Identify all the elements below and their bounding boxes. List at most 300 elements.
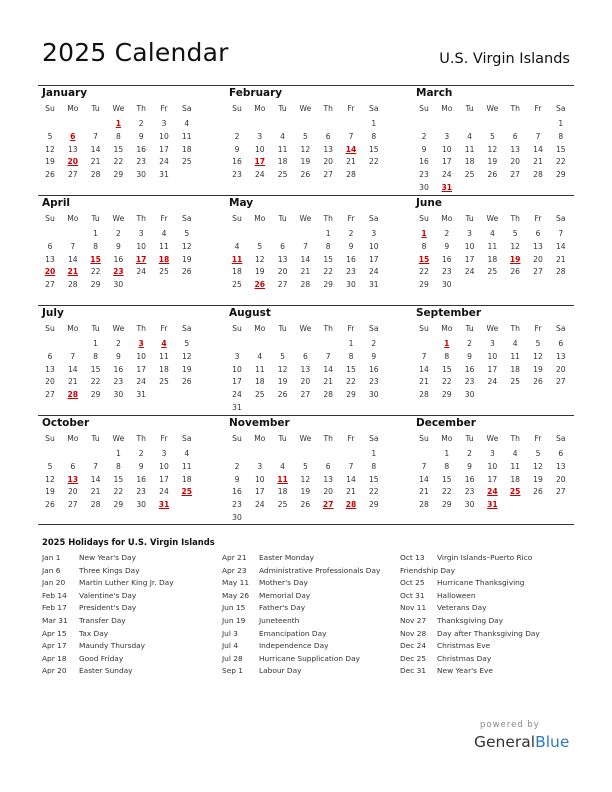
holiday-date: Dec 25	[400, 653, 427, 663]
weekday-label: Fr	[347, 434, 355, 443]
day-cell: 16	[346, 254, 356, 264]
day-cell: 15	[368, 474, 379, 484]
holiday-name: President's Day	[79, 603, 137, 613]
day-cell: 8	[444, 461, 450, 471]
day-cell: 17	[441, 157, 452, 167]
weekday-label: Fr	[160, 214, 168, 223]
day-cell: 1	[93, 339, 99, 348]
month-name: June	[416, 197, 442, 209]
holiday-date: Nov 11	[400, 603, 427, 613]
day-cell: 21	[346, 157, 356, 167]
month-name: August	[229, 307, 271, 319]
holiday-date: May 26	[222, 590, 250, 600]
holiday-name: Hurricane Supplication Day	[259, 653, 360, 663]
holiday-name: Virgin Islands–Puerto Rico	[437, 553, 533, 562]
powered-by: powered by	[480, 720, 540, 730]
holiday-date: Apr 20	[42, 666, 67, 676]
day-cell: 30	[368, 390, 379, 400]
weekday-label: Th	[323, 104, 333, 113]
day-cell: 20	[323, 157, 334, 167]
day-cell: 20	[555, 364, 566, 374]
holiday-day-cell: 17	[254, 157, 266, 167]
day-cell: 13	[533, 241, 543, 251]
weekday-label: Th	[136, 104, 146, 113]
weekday-label: Tu	[465, 104, 474, 113]
day-cell: 4	[280, 461, 286, 471]
day-cell: 14	[346, 474, 356, 484]
holiday-row	[400, 566, 575, 579]
day-cell: 7	[348, 131, 354, 141]
day-cell: 3	[161, 449, 167, 458]
holiday-row	[222, 566, 397, 579]
holiday-date: Sep 1	[222, 666, 243, 676]
weekday-label: Su	[45, 434, 55, 443]
day-cell: 5	[535, 449, 541, 458]
day-cell: 30	[113, 280, 124, 290]
day-cell: 2	[234, 131, 240, 141]
day-cell: 10	[159, 461, 169, 471]
holiday-day-cell: 26	[254, 280, 266, 290]
day-cell: 4	[512, 339, 518, 348]
weekday-label: Mo	[441, 104, 453, 113]
day-cell: 19	[533, 474, 543, 484]
day-cell: 6	[558, 449, 564, 458]
holiday-day-cell: 20	[44, 267, 56, 277]
day-cell: 7	[421, 461, 427, 471]
weekday-label: Mo	[254, 434, 266, 443]
day-cell: 23	[113, 377, 124, 387]
day-cell: 14	[90, 474, 101, 484]
day-cell: 12	[45, 144, 55, 154]
holiday-day-cell: 15	[418, 254, 430, 264]
day-cell: 18	[510, 474, 521, 484]
day-cell: 24	[254, 500, 265, 510]
day-cell: 11	[159, 241, 169, 251]
day-cell: 29	[419, 280, 429, 290]
day-cell: 18	[487, 254, 498, 264]
holiday-day-cell: 24	[487, 487, 498, 497]
holiday-name: Mother's Day	[259, 578, 308, 588]
weekday-label: Sa	[182, 214, 192, 223]
holiday-day-cell: 4	[161, 339, 167, 348]
day-cell: 14	[90, 144, 101, 154]
day-cell: 10	[136, 351, 147, 361]
day-cell: 4	[184, 119, 190, 128]
day-cell: 9	[348, 241, 354, 251]
day-cell: 27	[555, 487, 566, 497]
day-cell: 25	[159, 267, 169, 277]
day-cell: 4	[184, 449, 190, 458]
day-cell: 20	[277, 267, 288, 277]
holiday-day-cell: 31	[487, 500, 498, 510]
day-cell: 2	[421, 131, 427, 141]
day-cell: 5	[47, 461, 53, 471]
day-cell: 19	[487, 157, 498, 167]
holiday-day-cell: 18	[158, 254, 170, 264]
weekday-label: Su	[232, 434, 242, 443]
day-cell: 10	[159, 131, 169, 141]
day-cell: 30	[441, 280, 452, 290]
weekday-label: Su	[419, 324, 429, 333]
day-cell: 6	[47, 241, 53, 251]
day-cell: 24	[368, 267, 379, 277]
day-cell: 16	[113, 254, 124, 264]
day-cell: 30	[346, 280, 356, 290]
region-name: U.S. Virgin Islands	[439, 51, 570, 67]
weekday-label: Tu	[91, 214, 100, 223]
holiday-date: Apr 23	[222, 565, 247, 575]
day-cell: 7	[348, 461, 354, 471]
day-cell: 24	[487, 377, 498, 387]
day-cell: 19	[45, 487, 55, 497]
weekday-label: We	[112, 214, 125, 223]
day-cell: 4	[161, 229, 167, 238]
day-cell: 20	[323, 487, 334, 497]
weekday-label: Su	[232, 214, 242, 223]
weekday-label: Mo	[67, 214, 79, 223]
day-cell: 16	[136, 474, 147, 484]
day-cell: 16	[136, 144, 147, 154]
day-cell: 30	[419, 183, 429, 192]
holiday-date: Jul 3	[222, 628, 238, 638]
holiday-row	[400, 553, 575, 566]
holiday-name: Juneteenth	[259, 615, 300, 625]
day-cell: 29	[113, 170, 124, 180]
day-cell: 6	[325, 131, 331, 141]
day-cell: 2	[138, 449, 144, 458]
holiday-day-cell: 1	[421, 229, 427, 238]
day-cell: 26	[487, 170, 498, 180]
day-cell: 5	[535, 339, 541, 348]
day-cell: 18	[181, 144, 192, 154]
day-cell: 30	[232, 513, 242, 522]
weekday-label: Fr	[160, 104, 168, 113]
day-cell: 23	[368, 377, 379, 387]
holiday-name: Easter Monday	[259, 553, 315, 562]
day-cell: 6	[558, 339, 564, 348]
holiday-day-cell: 25	[509, 487, 521, 497]
holiday-name: Labour Day	[259, 666, 302, 676]
day-cell: 26	[300, 170, 311, 180]
day-cell: 22	[441, 377, 452, 387]
day-cell: 23	[136, 487, 147, 497]
day-cell: 10	[254, 474, 265, 484]
weekday-label: Fr	[347, 324, 355, 333]
day-cell: 2	[444, 229, 450, 238]
day-cell: 10	[232, 364, 242, 374]
holiday-name: Father's Day	[259, 603, 306, 613]
holiday-date: Mar 31	[42, 615, 68, 625]
day-cell: 25	[464, 170, 475, 180]
weekday-label: Fr	[160, 324, 168, 333]
day-cell: 26	[45, 170, 55, 180]
page-title: 2025 Calendar	[42, 38, 229, 67]
weekday-label: Fr	[347, 104, 355, 113]
day-cell: 25	[181, 157, 192, 167]
day-cell: 25	[159, 377, 169, 387]
day-cell: 26	[510, 267, 521, 277]
day-cell: 17	[232, 377, 242, 387]
day-cell: 3	[138, 229, 144, 238]
holiday-name: Good Friday	[79, 653, 124, 663]
day-cell: 5	[47, 131, 53, 141]
day-cell: 17	[368, 254, 379, 264]
day-cell: 1	[93, 229, 99, 238]
holiday-row	[42, 603, 217, 616]
day-cell: 14	[300, 254, 311, 264]
holiday-row	[222, 629, 397, 642]
holiday-day-cell: 25	[181, 487, 193, 497]
day-cell: 19	[277, 377, 288, 387]
day-cell: 2	[138, 119, 144, 128]
day-cell: 26	[181, 267, 192, 277]
holiday-row	[42, 616, 217, 629]
month-name: October	[42, 417, 90, 429]
day-cell: 5	[489, 131, 495, 141]
day-cell: 3	[257, 131, 263, 141]
day-cell: 22	[113, 487, 124, 497]
day-cell: 14	[533, 144, 543, 154]
holiday-column	[400, 553, 575, 679]
day-cell: 19	[300, 157, 311, 167]
weekday-label: Su	[45, 324, 55, 333]
holiday-date: Apr 17	[42, 641, 67, 651]
holiday-date: Feb 14	[42, 590, 67, 600]
day-cell: 15	[113, 144, 124, 154]
weekday-label: We	[299, 434, 312, 443]
day-cell: 12	[533, 351, 543, 361]
holiday-name: Tax Day	[79, 628, 109, 638]
day-cell: 5	[257, 241, 263, 251]
weekday-label: We	[299, 214, 312, 223]
holiday-day-cell: 13	[67, 474, 79, 484]
holiday-date: Feb 17	[42, 603, 67, 613]
holiday-row	[42, 629, 217, 642]
day-cell: 11	[464, 144, 475, 154]
holiday-date: Jul 28	[222, 653, 243, 663]
day-cell: 29	[368, 500, 379, 510]
day-cell: 1	[558, 119, 564, 128]
day-cell: 10	[487, 461, 498, 471]
day-cell: 20	[533, 254, 543, 264]
day-cell: 5	[302, 131, 308, 141]
weekday-label: We	[486, 324, 499, 333]
weekday-label: We	[486, 434, 499, 443]
day-cell: 16	[368, 364, 379, 374]
day-cell: 31	[368, 280, 379, 290]
day-cell: 11	[254, 364, 265, 374]
day-cell: 9	[138, 461, 144, 471]
day-cell: 14	[67, 364, 78, 374]
weekday-label: Mo	[254, 214, 266, 223]
day-cell: 29	[113, 500, 124, 510]
weekday-label: We	[299, 324, 312, 333]
holiday-row	[222, 591, 397, 604]
day-cell: 15	[368, 144, 379, 154]
holiday-column	[42, 553, 217, 679]
weekday-label: Sa	[369, 104, 379, 113]
day-cell: 31	[232, 403, 242, 412]
day-cell: 7	[302, 241, 308, 251]
day-cell: 14	[419, 364, 429, 374]
weekday-label: Fr	[534, 434, 542, 443]
day-cell: 5	[184, 339, 190, 348]
holiday-name: Halloween	[437, 590, 476, 600]
weekday-label: Th	[510, 104, 520, 113]
weekday-label: Tu	[278, 434, 287, 443]
day-cell: 12	[277, 364, 288, 374]
day-cell: 6	[302, 351, 308, 361]
holidays-title: 2025 Holidays for U.S. Virgin Islands	[42, 537, 215, 547]
holiday-date: Oct 25	[400, 578, 425, 588]
day-cell: 21	[90, 157, 101, 167]
holiday-date: Oct 13	[400, 553, 425, 562]
day-cell: 12	[487, 144, 498, 154]
weekday-label: Fr	[534, 214, 542, 223]
day-cell: 27	[510, 170, 521, 180]
day-cell: 13	[45, 364, 55, 374]
day-cell: 30	[464, 500, 475, 510]
day-cell: 29	[90, 390, 101, 400]
day-cell: 17	[159, 474, 169, 484]
holiday-row	[400, 666, 575, 679]
weekday-label: We	[112, 104, 125, 113]
holiday-day-cell: 6	[70, 131, 76, 141]
day-cell: 19	[181, 364, 192, 374]
day-cell: 7	[93, 461, 99, 471]
day-cell: 5	[280, 351, 286, 361]
day-cell: 3	[371, 229, 377, 238]
holiday-column	[222, 553, 397, 679]
holiday-name: Hurricane Thanksgiving	[437, 578, 525, 588]
day-cell: 2	[348, 229, 354, 238]
weekday-label: Sa	[369, 434, 379, 443]
day-cell: 6	[47, 351, 53, 361]
day-cell: 16	[113, 364, 124, 374]
day-cell: 7	[325, 351, 331, 361]
brand-name-part2: Blue	[535, 733, 570, 751]
day-cell: 29	[90, 280, 101, 290]
day-cell: 22	[90, 267, 101, 277]
month-name: September	[416, 307, 482, 319]
holiday-name: Christmas Eve	[437, 641, 491, 651]
band-divider	[38, 305, 574, 306]
day-cell: 18	[277, 157, 288, 167]
day-cell: 2	[467, 449, 473, 458]
day-cell: 24	[136, 267, 147, 277]
day-cell: 25	[487, 267, 498, 277]
holiday-day-cell: 31	[158, 500, 170, 510]
day-cell: 20	[555, 474, 566, 484]
day-cell: 17	[464, 254, 475, 264]
day-cell: 22	[419, 267, 429, 277]
day-cell: 15	[555, 144, 566, 154]
holiday-day-cell: 14	[345, 144, 357, 154]
day-cell: 21	[419, 487, 429, 497]
day-cell: 28	[533, 170, 543, 180]
holiday-day-cell: 21	[67, 267, 79, 277]
day-cell: 12	[300, 144, 311, 154]
day-cell: 25	[232, 280, 242, 290]
weekday-label: Su	[419, 214, 429, 223]
weekday-label: Sa	[556, 324, 566, 333]
day-cell: 21	[419, 377, 429, 387]
day-cell: 28	[419, 390, 429, 400]
brand-logo[interactable]	[474, 733, 569, 751]
weekday-label: Tu	[91, 104, 100, 113]
day-cell: 22	[368, 157, 379, 167]
day-cell: 14	[67, 254, 78, 264]
weekday-label: Th	[510, 214, 520, 223]
holiday-name: Veterans Day	[437, 603, 487, 613]
day-cell: 27	[67, 500, 78, 510]
holiday-date: May 11	[222, 578, 250, 588]
holiday-row	[400, 578, 575, 591]
day-cell: 23	[441, 267, 452, 277]
holiday-row	[42, 654, 217, 667]
day-cell: 27	[45, 390, 55, 400]
day-cell: 11	[510, 461, 521, 471]
weekday-label: Tu	[465, 324, 474, 333]
holiday-day-cell: 1	[444, 339, 450, 348]
day-cell: 3	[467, 229, 473, 238]
holiday-date: Dec 31	[400, 666, 427, 676]
day-cell: 21	[533, 157, 543, 167]
weekday-label: Sa	[182, 104, 192, 113]
day-cell: 1	[371, 119, 377, 128]
holiday-row	[400, 616, 575, 629]
day-cell: 22	[346, 377, 356, 387]
day-cell: 2	[115, 339, 121, 348]
day-cell: 17	[487, 474, 498, 484]
weekday-label: Mo	[254, 324, 266, 333]
holiday-row	[222, 553, 397, 566]
day-cell: 29	[441, 500, 452, 510]
day-cell: 12	[300, 474, 311, 484]
day-cell: 24	[136, 377, 147, 387]
day-cell: 22	[113, 157, 124, 167]
day-cell: 6	[535, 229, 541, 238]
day-cell: 5	[512, 229, 518, 238]
weekday-label: Fr	[534, 104, 542, 113]
day-cell: 7	[421, 351, 427, 361]
day-cell: 8	[115, 461, 121, 471]
weekday-label: Su	[232, 324, 242, 333]
month-name: December	[416, 417, 476, 429]
holiday-day-cell: 11	[277, 474, 288, 484]
holiday-day-cell: 23	[113, 267, 124, 277]
day-cell: 29	[323, 280, 334, 290]
day-cell: 8	[93, 351, 99, 361]
holiday-row	[222, 603, 397, 616]
day-cell: 16	[441, 254, 452, 264]
day-cell: 18	[510, 364, 521, 374]
weekday-label: Tu	[465, 434, 474, 443]
holiday-row	[400, 654, 575, 667]
holiday-name: Thanksgiving Day	[437, 615, 504, 625]
day-cell: 22	[90, 377, 101, 387]
weekday-label: Sa	[182, 434, 192, 443]
weekday-label: Su	[419, 104, 429, 113]
day-cell: 23	[232, 170, 242, 180]
day-cell: 15	[441, 364, 452, 374]
day-cell: 26	[277, 390, 288, 400]
holiday-name: Transfer Day	[79, 615, 126, 625]
day-cell: 2	[115, 229, 121, 238]
holiday-date: Jan 1	[42, 553, 61, 562]
day-cell: 5	[302, 461, 308, 471]
day-cell: 30	[464, 390, 475, 400]
